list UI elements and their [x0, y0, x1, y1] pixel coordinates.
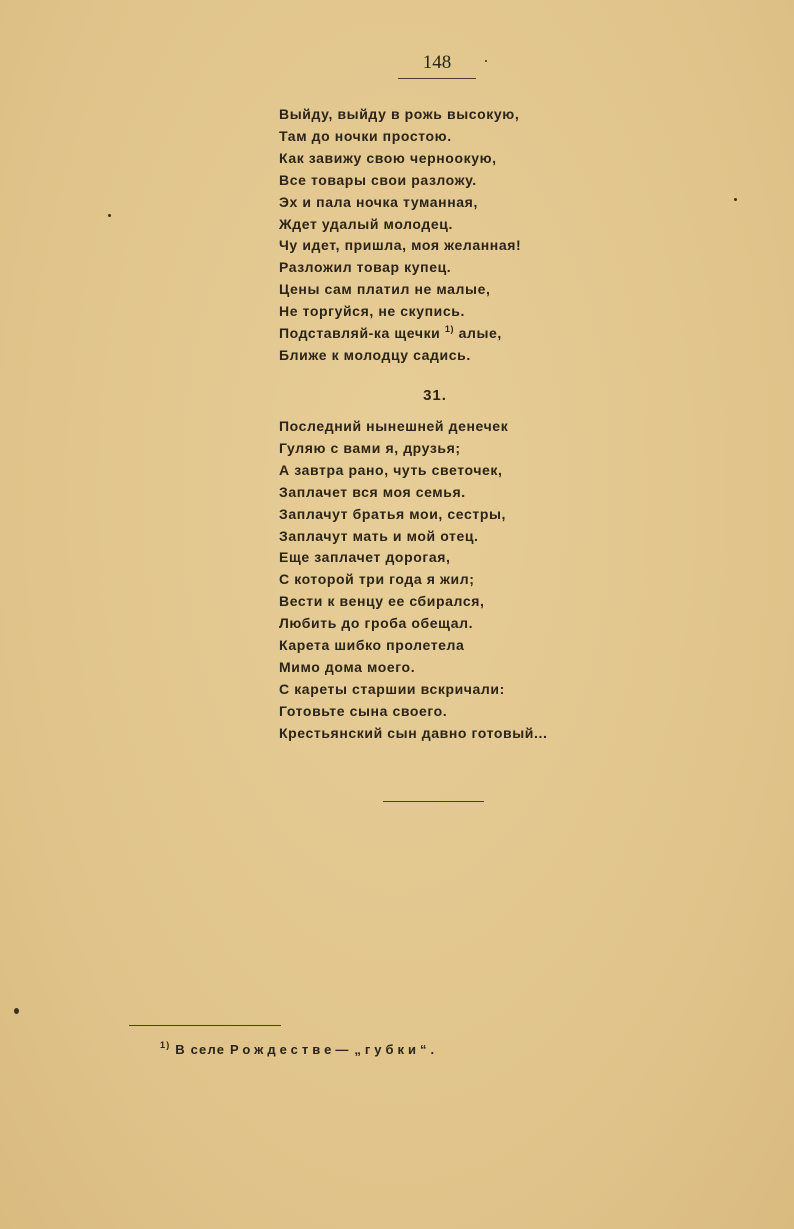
poem-line-text-continued: алые, [458, 325, 502, 342]
poem-line: Любить до гроба обещал. [279, 615, 474, 632]
section-end-rule [383, 801, 484, 802]
poem-line: Заплачут мать и мой отец. [279, 527, 479, 544]
poem-line: Разложил товар купец. [279, 259, 452, 276]
poem-line: Еще заплачет дорогая, [279, 549, 451, 566]
footnote-place: Рождестве [230, 1042, 336, 1057]
poem-line: Ближе к молодцу садись. [279, 346, 471, 363]
footnote-rule [129, 1025, 281, 1026]
poem-line: Вести к венцу ее сбирался, [279, 593, 485, 610]
poem-line: Готовьте сына своего. [279, 702, 448, 719]
poem-line: Заплачет вся моя семья. [279, 483, 466, 500]
poem-line: Там до ночки простою. [279, 127, 452, 144]
footnote-prefix: В селе [175, 1042, 226, 1057]
poem-line-with-footnote [279, 323, 579, 345]
poem-line: С которой три года я жил; [279, 571, 475, 588]
poem-line: Как завижу свою черноокую, [279, 149, 497, 166]
paper-speck [734, 198, 737, 201]
poem-line: Все товары свои разложу. [279, 171, 477, 188]
poem-line: Крестьянский сын давно готовый... [279, 724, 548, 741]
poem-line-text: Подставляй-ка щечки [279, 325, 441, 342]
paper-speck [108, 214, 111, 217]
footnote-dash: — [335, 1042, 350, 1057]
poem-line: Мимо дома моего. [279, 658, 416, 675]
paper-speck [485, 60, 487, 62]
footnote-word: „губки“. [354, 1042, 439, 1057]
poem-line: Заплачут братья мои, сестры, [279, 505, 507, 522]
poem-line: Цены сам платил не малые, [279, 281, 491, 298]
paper-speck [14, 1008, 19, 1014]
poem-line: А завтра рано, чуть светочек, [279, 461, 503, 478]
poem-line: Выйду, выйду в рожь высокую, [279, 106, 520, 122]
poem-line: Гуляю с вами я, друзья; [279, 439, 461, 456]
footnote-marker: 1) [444, 324, 455, 335]
poem-line: С кареты старшии вскричали: [279, 680, 505, 697]
poem-line: Карета шибко пролетела [279, 637, 465, 654]
poem-line: Чу идет, пришла, моя желанная! [279, 237, 522, 254]
page-number-rule [398, 78, 476, 79]
page-number: 148 [422, 52, 452, 73]
poem-line: Не торгуйся, не скупись. [279, 303, 465, 320]
poem-1 [279, 104, 579, 367]
footnote [160, 1042, 438, 1057]
poem-line: Последний нынешней денечек [279, 418, 509, 434]
poem-line: Эх и пала ночка туманная, [279, 193, 478, 210]
poem-number: 31. [423, 387, 447, 404]
poem-2 [279, 416, 579, 745]
poem-line: Ждет удалый молодец. [279, 215, 453, 232]
footnote-marker: 1) [160, 1040, 171, 1050]
